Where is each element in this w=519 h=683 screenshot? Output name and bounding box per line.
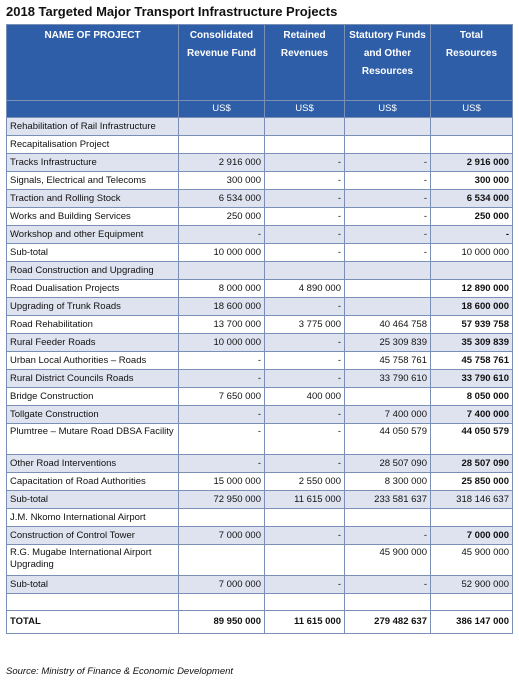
row-label: Urban Local Authorities – Roads <box>7 352 179 370</box>
cell-sf: 25 309 839 <box>345 334 431 352</box>
table-row <box>7 424 513 455</box>
cell-total: 10 000 000 <box>431 244 513 262</box>
table-row <box>7 334 513 352</box>
cell-crf: 7 650 000 <box>179 388 265 406</box>
row-label: Road Dualisation Projects <box>7 280 179 298</box>
cell-crf: - <box>179 406 265 424</box>
cell-crf: - <box>179 352 265 370</box>
row-label: Rehabilitation of Rail Infrastructure <box>7 118 179 136</box>
row-label: Bridge Construction <box>7 388 179 406</box>
cell-rr: 3 775 000 <box>265 316 345 334</box>
cell-sf <box>345 118 431 136</box>
cell-rr: - <box>265 352 345 370</box>
cell-total: 250 000 <box>431 208 513 226</box>
cell-sf: - <box>345 154 431 172</box>
cell-rr: - <box>265 154 345 172</box>
row-label: Signals, Electrical and Telecoms <box>7 172 179 190</box>
cell-sf: 28 507 090 <box>345 455 431 473</box>
cell-sf: 40 464 758 <box>345 316 431 334</box>
cell-rr: - <box>265 576 345 594</box>
cell-sf: 33 790 610 <box>345 370 431 388</box>
cell-sf: 44 050 579 <box>345 424 431 455</box>
header-name: NAME OF PROJECT <box>7 25 179 101</box>
table-row <box>7 118 513 136</box>
cell-sf <box>345 280 431 298</box>
row-label: Traction and Rolling Stock <box>7 190 179 208</box>
row-label: J.M. Nkomo International Airport <box>7 509 179 527</box>
row-label: Capacitation of Road Authorities <box>7 473 179 491</box>
row-label: Rural Feeder Roads <box>7 334 179 352</box>
unit-total: US$ <box>431 101 513 118</box>
table-row <box>7 136 513 154</box>
cell-crf: 10 000 000 <box>179 244 265 262</box>
cell-total: 18 600 000 <box>431 298 513 316</box>
cell-rr: 400 000 <box>265 388 345 406</box>
row-label: Workshop and other Equipment <box>7 226 179 244</box>
cell-crf: 6 534 000 <box>179 190 265 208</box>
total-row <box>7 611 513 634</box>
cell-crf: - <box>179 424 265 455</box>
cell-crf: 7 000 000 <box>179 576 265 594</box>
cell-total: 7 000 000 <box>431 527 513 545</box>
cell-crf: 250 000 <box>179 208 265 226</box>
cell-rr: - <box>265 424 345 455</box>
cell-sf: - <box>345 208 431 226</box>
table-row <box>7 226 513 244</box>
cell-sf: - <box>345 244 431 262</box>
source-note: Source: Ministry of Finance & Economic Development <box>6 666 234 677</box>
cell-sf: 45 900 000 <box>345 545 431 576</box>
table-row <box>7 509 513 527</box>
cell-total: 45 758 761 <box>431 352 513 370</box>
header-total-resources: Total Resources <box>431 25 513 101</box>
cell-total: 28 507 090 <box>431 455 513 473</box>
table-row <box>7 316 513 334</box>
cell-total: 2 916 000 <box>431 154 513 172</box>
unit-crf: US$ <box>179 101 265 118</box>
row-label: Road Construction and Upgrading <box>7 262 179 280</box>
cell-crf <box>179 136 265 154</box>
row-label: Upgrading of Trunk Roads <box>7 298 179 316</box>
cell-rr <box>265 509 345 527</box>
table-row <box>7 208 513 226</box>
cell-crf: 72 950 000 <box>179 491 265 509</box>
spacer-cell <box>431 594 513 611</box>
cell-sf: - <box>345 527 431 545</box>
table-row <box>7 280 513 298</box>
row-label: Other Road Interventions <box>7 455 179 473</box>
row-label: Recapitalisation Project <box>7 136 179 154</box>
cell-total: - <box>431 226 513 244</box>
spacer-cell <box>265 594 345 611</box>
row-label: Construction of Control Tower <box>7 527 179 545</box>
cell-rr: - <box>265 190 345 208</box>
cell-total: 6 534 000 <box>431 190 513 208</box>
cell-rr: - <box>265 172 345 190</box>
cell-rr: - <box>265 244 345 262</box>
cell-sf: 45 758 761 <box>345 352 431 370</box>
table-row <box>7 298 513 316</box>
cell-rr: - <box>265 370 345 388</box>
spacer-row <box>7 594 513 611</box>
row-label: Rural District Councils Roads <box>7 370 179 388</box>
table-row <box>7 244 513 262</box>
unit-rr: US$ <box>265 101 345 118</box>
cell-rr: - <box>265 298 345 316</box>
cell-total: 44 050 579 <box>431 424 513 455</box>
spacer-cell <box>345 594 431 611</box>
cell-total <box>431 262 513 280</box>
cell-rr: - <box>265 406 345 424</box>
cell-crf: 2 916 000 <box>179 154 265 172</box>
cell-sf <box>345 136 431 154</box>
total-label: TOTAL <box>7 611 179 634</box>
table-body <box>7 118 513 634</box>
cell-crf: 8 000 000 <box>179 280 265 298</box>
table-row <box>7 406 513 424</box>
cell-sf: 233 581 637 <box>345 491 431 509</box>
header-consolidated-revenue-fund: Consolidated Revenue Fund <box>179 25 265 101</box>
table-row <box>7 576 513 594</box>
row-label: Plumtree – Mutare Road DBSA Facility <box>7 424 179 455</box>
cell-crf: - <box>179 370 265 388</box>
cell-sf: - <box>345 226 431 244</box>
cell-rr: 2 550 000 <box>265 473 345 491</box>
unit-sf: US$ <box>345 101 431 118</box>
cell-crf: - <box>179 455 265 473</box>
row-label: Tollgate Construction <box>7 406 179 424</box>
cell-rr: 4 890 000 <box>265 280 345 298</box>
table-row <box>7 473 513 491</box>
cell-rr: - <box>265 527 345 545</box>
total-rr: 11 615 000 <box>265 611 345 634</box>
header-statutory-funds: Statutory Funds and Other Resources <box>345 25 431 101</box>
cell-rr: - <box>265 334 345 352</box>
row-label: Road Rehabilitation <box>7 316 179 334</box>
cell-rr <box>265 118 345 136</box>
table-row <box>7 527 513 545</box>
cell-rr: - <box>265 208 345 226</box>
cell-sf: - <box>345 576 431 594</box>
cell-total: 318 146 637 <box>431 491 513 509</box>
spacer-cell <box>7 594 179 611</box>
cell-crf <box>179 509 265 527</box>
table-row <box>7 491 513 509</box>
cell-crf: 15 000 000 <box>179 473 265 491</box>
cell-crf: 13 700 000 <box>179 316 265 334</box>
cell-rr: - <box>265 455 345 473</box>
cell-total: 8 050 000 <box>431 388 513 406</box>
table-row <box>7 370 513 388</box>
projects-table <box>6 24 513 634</box>
table-row <box>7 455 513 473</box>
row-label: Works and Building Services <box>7 208 179 226</box>
unit-blank <box>7 101 179 118</box>
table-row <box>7 388 513 406</box>
cell-sf: - <box>345 190 431 208</box>
cell-crf: 18 600 000 <box>179 298 265 316</box>
cell-sf: 8 300 000 <box>345 473 431 491</box>
cell-crf: 7 000 000 <box>179 527 265 545</box>
total-total: 386 147 000 <box>431 611 513 634</box>
cell-total: 25 850 000 <box>431 473 513 491</box>
table-row <box>7 545 513 576</box>
table-row <box>7 262 513 280</box>
cell-sf: 7 400 000 <box>345 406 431 424</box>
cell-rr: - <box>265 226 345 244</box>
cell-total: 300 000 <box>431 172 513 190</box>
cell-crf <box>179 118 265 136</box>
cell-crf: - <box>179 226 265 244</box>
cell-total <box>431 118 513 136</box>
row-label: Tracks Infrastructure <box>7 154 179 172</box>
cell-crf <box>179 545 265 576</box>
cell-total: 57 939 758 <box>431 316 513 334</box>
cell-total: 35 309 839 <box>431 334 513 352</box>
cell-crf: 300 000 <box>179 172 265 190</box>
cell-rr <box>265 136 345 154</box>
total-crf: 89 950 000 <box>179 611 265 634</box>
table-row <box>7 172 513 190</box>
table-row <box>7 154 513 172</box>
cell-total: 52 900 000 <box>431 576 513 594</box>
table-title: 2018 Targeted Major Transport Infrastructure Projects <box>6 4 338 19</box>
cell-sf: - <box>345 172 431 190</box>
cell-crf <box>179 262 265 280</box>
cell-total: 33 790 610 <box>431 370 513 388</box>
cell-rr: 11 615 000 <box>265 491 345 509</box>
cell-total <box>431 136 513 154</box>
cell-total: 45 900 000 <box>431 545 513 576</box>
cell-sf <box>345 509 431 527</box>
cell-rr <box>265 262 345 280</box>
header-retained-revenues: Retained Revenues <box>265 25 345 101</box>
table-row <box>7 352 513 370</box>
cell-rr <box>265 545 345 576</box>
row-label: Sub-total <box>7 576 179 594</box>
cell-sf <box>345 262 431 280</box>
row-label: R.G. Mugabe International Airport Upgrading <box>7 545 179 576</box>
cell-crf: 10 000 000 <box>179 334 265 352</box>
cell-total <box>431 509 513 527</box>
cell-total: 12 890 000 <box>431 280 513 298</box>
table-row <box>7 190 513 208</box>
total-sf: 279 482 637 <box>345 611 431 634</box>
cell-total: 7 400 000 <box>431 406 513 424</box>
cell-sf <box>345 388 431 406</box>
row-label: Sub-total <box>7 244 179 262</box>
cell-sf <box>345 298 431 316</box>
spacer-cell <box>179 594 265 611</box>
row-label: Sub-total <box>7 491 179 509</box>
